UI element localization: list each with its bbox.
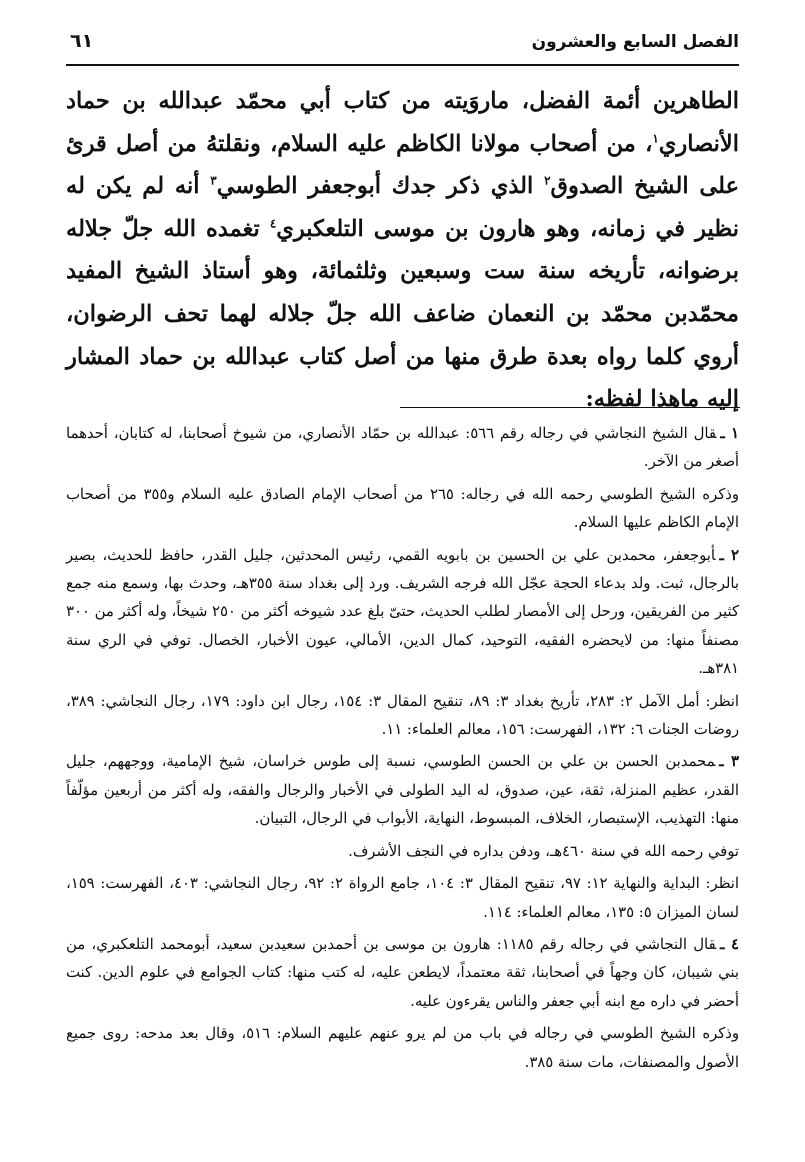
main-text — [66, 80, 739, 421]
footnote-number: ٣ ـ — [719, 753, 739, 771]
footnote-text: قال النجاشي في رجاله رقم ١١٨٥: هارون بن موسى بن أحمدبن سعيدبن سعيد، أبومحمد التلعكبري، من بني شيبان، كان وجهاً في أصحابنا، ثقة معتمداً، لايطعن عليه، له كتب منها: كتاب الجوامع في علوم الدين. كنت أحضر في داره مع ابنه أبي جعفر والناس يقرءون عليه. — [66, 935, 739, 1010]
footnote-ref[interactable]: ٤ — [269, 216, 277, 231]
footnote-text: محمدبن الحسن بن علي بن الحسن الطوسي، نسبة إلى طوس خراسان، شيخ الإمامية، ووجههم، جليل القدر، عظيم المنزلة، ثقة، عين، صدوق، له اليد الطولى في الأخبار والرجال والفقه، وله أكثر من أربعين مؤلّفاً منها: التهذيب، الإستبصار، الخلاف، المبسوط، النهاية، الأبواب في الرجال، التبيان. — [66, 753, 739, 828]
text-line: عبدالله بن حماد المشار إليه ماهذا لفظه: — [66, 343, 739, 413]
footnote-text: قال الشيخ النجاشي في رجاله رقم ٥٦٦: عبدالله بن حمّاد الأنصاري، من شيوخ أصحابنا، له كتابان، أحدهما أصغر من الآخر. — [66, 425, 739, 471]
text-line: جلّ جلاله لهما تحف الرضوان، أروي كلما رواه بعدة طرق منها من أصل كتاب — [66, 300, 739, 370]
text-line: من أصحاب مولانا الكاظم عليه السلام، ونقلتهُ من أصل قرئ على الشيخ — [66, 130, 739, 200]
footnote-text: أبوجعفر، محمدبن علي بن الحسين بن بابويه القمي، رئيس المحدثين، جليل القدر، حافظ للحديث، بصير بالرجال، ثبت. ولد بدعاء الحجة عجّل الله فرجه الشريف. ورد إلى بغداد سنة ٣٥٥هـ، وحدث بها، وسمع منه جمع كثير من الفريقين، ورحل إلى الأمصار لطلب الحديث، حتىّ بلغ عدد شيوخه أكثر من ٢٥٠ شيخاً، وله أكثر من ٣٠٠ مصنفاً منها: من لايحضره الفقيه، التوحيد، كمال الدين، الأمالي، عيون الأخبار، الخصال. توفي في الري سنة ٣٨١هـ. — [66, 546, 740, 678]
footnote-ref[interactable]: ٢ — [544, 173, 551, 188]
header-rule — [66, 64, 739, 66]
footnote-separator — [400, 407, 740, 408]
text-line: الصدوق — [550, 173, 624, 200]
footnote-number: ١ ـ — [720, 425, 739, 442]
page-number: ٦١ — [70, 30, 94, 52]
footnote-ref[interactable]: ٣ — [210, 173, 217, 188]
text-punct: ، — [645, 130, 653, 157]
text-line: الطاهرين أئمة الفضل، ماروَيته من كتاب أبي محمّد عبدالله بن حماد الأنصاري — [66, 88, 739, 157]
text-line: تغمده الله جلّ جلاله برضوانه، تأريخه سنة ست — [66, 215, 739, 285]
chapter-title: الفصل السابع والعشرون — [531, 32, 739, 52]
footnote-text: انظر: البداية والنهاية ١٢: ٩٧، تنقيح المقال ٣: ١٠٤، جامع الرواة ٢: ٩٢، رجال النجاشي: ٤٠٣، الفهرست: ١٥٩، لسان الميزان ٥: ١٣٥، معالم العلماء: ١١٤. — [66, 875, 739, 921]
footnote-number: ٤ ـ — [720, 935, 739, 953]
footnotes — [66, 420, 739, 1081]
footnote-text: وذكره الشيخ الطوسي في رجاله في باب من لم يرو عنهم عليهم السلام: ٥١٦، وقال بعد مدحه: روى جميع الأصول والمصنفات، مات سنة ٣٨٥. — [66, 1025, 740, 1071]
footnote-3 — [66, 748, 739, 926]
main-text-body — [66, 80, 739, 421]
text-line: هارون بن موسى التلعكبري — [276, 215, 536, 242]
footnote-4 — [66, 931, 739, 1077]
footnote-2 — [66, 542, 739, 745]
footnote-text: وذكره الشيخ الطوسي رحمه الله في رجاله: ٢٦٥ من أصحاب الإمام الصادق عليه السلام و٣٥٥ من أصحاب الإمام الكاظم عليها السلام. — [66, 485, 739, 532]
footnote-number: ٢ ـ — [719, 546, 739, 564]
footnote-text: انظر: أمل الآمل ٢: ٢٨٣، تأريخ بغداد ٣: ٨٩، تنقيح المقال ٣: ١٥٤، رجال ابن داود: ١٧٩، رجال النجاشي: ٣٨٩، روضات الجنات ٦: ١٣٢، الفهرست: ١٥٦، معالم العلماء: ١١. — [66, 692, 739, 739]
footnote-text: توفي رحمه الله في سنة ٤٦٠هـ، ودفن بداره في النجف الأشرف. — [348, 842, 739, 860]
text-line: الذي ذكر جدك أبوجعفر الطوسي — [216, 173, 545, 200]
footnote-ref[interactable]: ١ — [652, 131, 659, 146]
text-line: أنه لم يكن له نظير في زمانه، وهو — [66, 173, 739, 242]
text-line: وسبعين وثلثمائة، وهو أستاذ الشيخ المفيد محمّدبن محمّد بن النعمان ضاعف الله — [66, 258, 739, 327]
footnote-1 — [66, 420, 739, 538]
page-header — [66, 28, 739, 62]
